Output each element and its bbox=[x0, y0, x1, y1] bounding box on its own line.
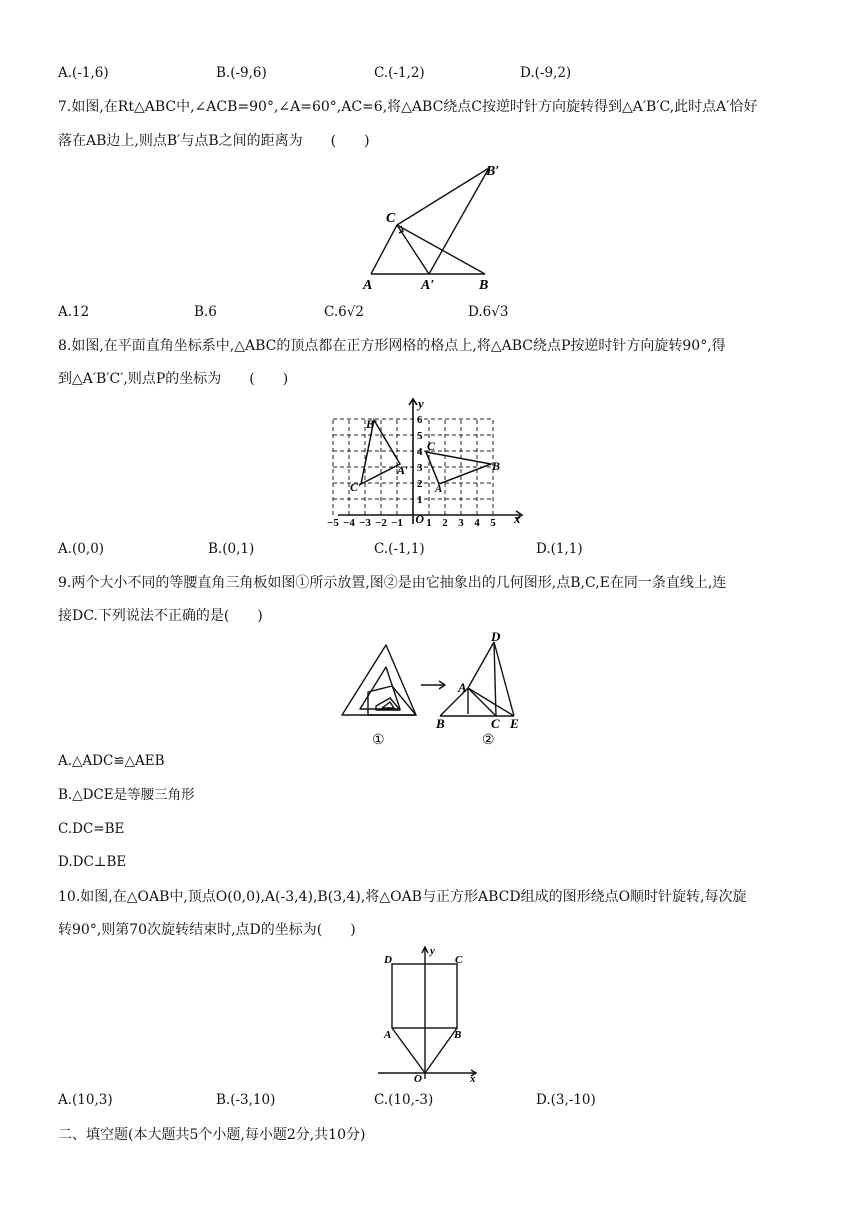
q10-label-o: O bbox=[414, 1073, 422, 1085]
q8-x-tick-label: −3 bbox=[359, 517, 371, 529]
q7-label-a: A bbox=[363, 278, 373, 293]
q10-option-c: C.(10,-3) bbox=[374, 1092, 434, 1108]
q8-option-a: A.(0,0) bbox=[58, 541, 105, 557]
q8-x-tick-label: 1 bbox=[426, 517, 432, 529]
q6-option-b: B.(-9,6) bbox=[216, 65, 267, 81]
q8-label-o: O bbox=[415, 512, 424, 526]
q8-x-tick-label: −5 bbox=[327, 517, 339, 529]
q9-label-d: D bbox=[491, 629, 501, 644]
q8-y-tick-label: 1 bbox=[417, 494, 423, 506]
q7-stem-line1: 7.如图,在Rt△ABC中,∠ACB=90°,∠A=60°,AC=6,将△ABC绕点C按逆时针方向旋转得到△A′B′C,此时点A′恰好 bbox=[58, 99, 758, 115]
q7-option-d: D.6√3 bbox=[468, 304, 509, 320]
q8-label-b-prime: B′ bbox=[366, 417, 378, 431]
q8-y-tick-label: 5 bbox=[417, 430, 423, 442]
q8-x-tick-label: 5 bbox=[490, 517, 496, 529]
q8-option-d: D.(1,1) bbox=[536, 541, 583, 557]
q10-label-x: x bbox=[470, 1073, 476, 1085]
q10-option-b: B.(-3,10) bbox=[216, 1092, 276, 1108]
q9-label-b: B bbox=[436, 716, 445, 731]
q8-x-tick-label: −2 bbox=[375, 517, 387, 529]
q10-option-d: D.(3,-10) bbox=[536, 1092, 596, 1108]
q9-stem-line1: 9.两个大小不同的等腰直角三角板如图①所示放置,图②是由它抽象出的几何图形,点B,C,E在同一条直线上,连 bbox=[58, 575, 727, 591]
q8-label-a: A bbox=[435, 483, 443, 495]
q9-label-e: E bbox=[510, 716, 519, 731]
q7-label-b-prime: B′ bbox=[486, 164, 500, 179]
q9-option-d: D.DC⊥BE bbox=[58, 854, 127, 870]
q7-figure bbox=[355, 158, 515, 294]
q8-y-tick-label: 2 bbox=[417, 478, 423, 490]
q7-label-a-prime: A′ bbox=[421, 278, 435, 293]
q10-stem-line1: 10.如图,在△OAB中,顶点O(0,0),A(-3,4),B(3,4),将△OAB与正方形ABCD组成的图形绕点O顺时针旋转,每次旋 bbox=[58, 889, 747, 905]
q10-option-a: A.(10,3) bbox=[58, 1092, 113, 1108]
q9-label-a: A bbox=[458, 680, 467, 695]
q10-label-a: A bbox=[384, 1029, 392, 1041]
q8-x-tick-label: 4 bbox=[474, 517, 480, 529]
q10-label-d: D bbox=[384, 954, 392, 966]
q7-stem-line2: 落在AB边上,则点B′与点B之间的距离为 ( ) bbox=[58, 133, 370, 149]
q8-x-tick-label: 2 bbox=[442, 517, 448, 529]
q8-y-tick-label: 6 bbox=[417, 414, 423, 426]
q9-stem-line2: 接DC.下列说法不正确的是( ) bbox=[58, 608, 263, 624]
q6-option-a: A.(-1,6) bbox=[58, 65, 109, 81]
q8-label-y: y bbox=[418, 396, 424, 411]
q8-y-tick-label: 3 bbox=[417, 462, 423, 474]
q8-option-c: C.(-1,1) bbox=[374, 541, 425, 557]
q7-option-a: A.12 bbox=[58, 304, 90, 320]
q8-y-tick-label: 4 bbox=[417, 446, 423, 458]
q7-option-c: C.6√2 bbox=[324, 304, 364, 320]
q8-x-tick-label: 3 bbox=[458, 517, 464, 529]
q8-x-tick-label: −1 bbox=[391, 517, 403, 529]
q10-label-c: C bbox=[455, 954, 463, 966]
q9-label-fig2: ② bbox=[482, 733, 495, 748]
q8-label-x: x bbox=[514, 511, 521, 526]
q7-label-b: B bbox=[479, 278, 489, 293]
q8-stem-line1: 8.如图,在平面直角坐标系中,△ABC的顶点都在正方形网格的格点上,将△ABC绕点P按逆时针方向旋转90°,得 bbox=[58, 338, 726, 354]
q8-stem-line2: 到△A′B′C′,则点P的坐标为 ( ) bbox=[58, 371, 289, 387]
q8-option-b: B.(0,1) bbox=[208, 541, 255, 557]
q6-option-d: D.(-9,2) bbox=[520, 65, 572, 81]
q8-label-b: B bbox=[492, 459, 501, 473]
q9-option-b: B.△DCE是等腰三角形 bbox=[58, 787, 195, 803]
q8-label-a-prime: A′ bbox=[397, 463, 409, 477]
q9-label-c: C bbox=[491, 716, 500, 731]
q9-label-fig1: ① bbox=[372, 733, 385, 748]
section2-title: 二、填空题(本大题共5个小题,每小题2分,共10分) bbox=[58, 1127, 366, 1143]
q9-option-c: C.DC=BE bbox=[58, 821, 125, 837]
q8-x-tick-label: −4 bbox=[343, 517, 355, 529]
q9-option-a: A.△ADC≌△AEB bbox=[58, 753, 165, 769]
q10-figure bbox=[376, 942, 486, 1084]
q8-label-c: C bbox=[427, 439, 436, 453]
q8-label-c-prime: C′ bbox=[350, 480, 362, 494]
q6-option-c: C.(-1,2) bbox=[374, 65, 425, 81]
q7-label-c: C bbox=[386, 211, 396, 226]
q8-grid-figure bbox=[327, 396, 530, 529]
q10-label-b: B bbox=[454, 1029, 462, 1041]
q10-label-y: y bbox=[430, 945, 435, 957]
q9-figure bbox=[338, 628, 528, 748]
q10-stem-line2: 转90°,则第70次旋转结束时,点D的坐标为( ) bbox=[58, 922, 356, 938]
q7-option-b: B.6 bbox=[194, 304, 217, 320]
